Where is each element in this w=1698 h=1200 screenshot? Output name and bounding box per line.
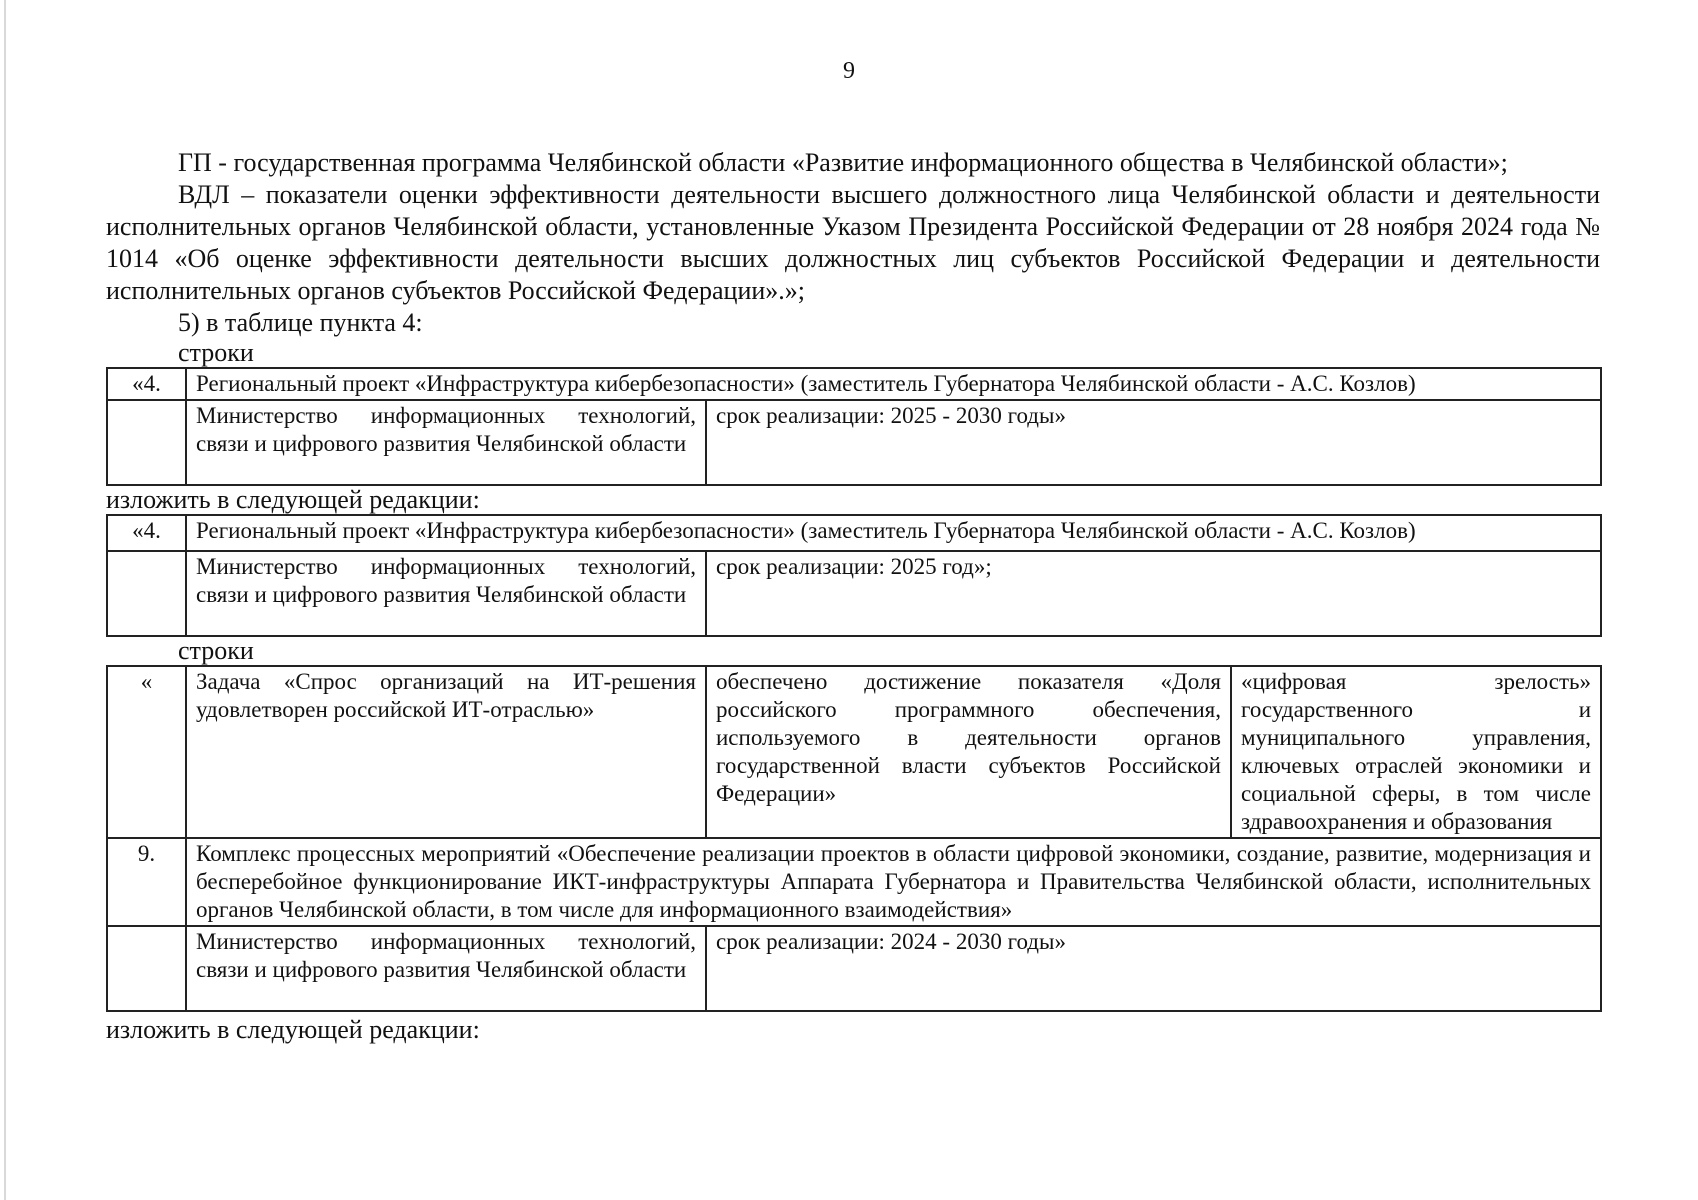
implementation-term: срок реализации: 2025 - 2030 годы» — [706, 400, 1601, 485]
project-title: Региональный проект «Инфраструктура кибербезопасности» (заместитель Губернатора Челябинской области - А.С. Козлов) — [186, 515, 1601, 551]
table-old-row-4 — [106, 367, 1602, 486]
task-result: обеспечено достижение показателя «Доля российского программного обеспечения, используемого в деятельности органов государственной власти субъектов Российской Федерации» — [706, 666, 1231, 838]
table-row — [107, 515, 1601, 551]
complex-title: Комплекс процессных мероприятий «Обеспечение реализации проектов в области цифровой экономики, создание, развитие, модернизация и бесперебойное функционирование ИКТ-инфраструктуры Аппарата Губернатора и Правительства Челябинской области, исполнительных органов Челябинской области, в том числе для информационного взаимодействия» — [186, 838, 1601, 926]
row-number: 9. — [107, 838, 186, 926]
label-replace: изложить в следующей редакции: — [106, 1015, 480, 1044]
table-row — [107, 838, 1601, 926]
task-link: «цифровая зрелость» государственного и муниципального управления, ключевых отраслей экономики и социальной сферы, в том числе здравоохранения и образования — [1231, 666, 1601, 838]
paragraph-vdl-definition: ВДЛ – показатели оценки эффективности деятельности высшего должностного лица Челябинской области и деятельности исполнительных органов Челябинской области, установленные Указом Президента Российской Федерации от 28 ноября 2024 года № 1014 «Об оценке эффективности деятельности высших должностных лиц субъектов Российской Федерации и деятельности исполнительных органов субъектов Российской Федерации».»; — [106, 180, 1600, 305]
task-title: Задача «Спрос организаций на ИТ-решения удовлетворен российской ИТ-отраслью» — [186, 666, 706, 838]
table-row — [107, 368, 1601, 400]
table-row — [107, 926, 1601, 1011]
implementation-term: срок реализации: 2024 - 2030 годы» — [706, 926, 1601, 1011]
responsible-ministry: Министерство информационных технологий, связи и цифрового развития Челябинской области — [186, 400, 706, 485]
table-old-row-9 — [106, 665, 1602, 1012]
project-title: Региональный проект «Инфраструктура кибербезопасности» (заместитель Губернатора Челябинской области - А.С. Козлов) — [186, 368, 1601, 400]
row-number: «4. — [107, 368, 186, 400]
responsible-ministry: Министерство информационных технологий, связи и цифрового развития Челябинской области — [186, 926, 706, 1011]
table-row — [107, 400, 1601, 485]
table-new-row-4 — [106, 514, 1602, 637]
empty-cell — [107, 926, 186, 1011]
label-rows: строки — [178, 636, 254, 665]
page-edge — [4, 0, 6, 1200]
label-replace: изложить в следующей редакции: — [106, 485, 480, 514]
row-number: «4. — [107, 515, 186, 551]
label-rows: строки — [178, 338, 254, 367]
responsible-ministry: Министерство информационных технологий, связи и цифрового развития Челябинской области — [186, 551, 706, 636]
empty-cell — [107, 551, 186, 636]
page-number: 9 — [843, 58, 855, 84]
paragraph-table-item: 5) в таблице пункта 4: — [178, 308, 423, 337]
row-number: « — [107, 666, 186, 838]
table-row — [107, 551, 1601, 636]
implementation-term: срок реализации: 2025 год»; — [706, 551, 1601, 636]
empty-cell — [107, 400, 186, 485]
paragraph-gp-definition: ГП - государственная программа Челябинской области «Развитие информационного общества в Челябинской области»; — [178, 148, 1508, 177]
document-body — [106, 147, 1600, 1044]
table-row — [107, 666, 1601, 838]
